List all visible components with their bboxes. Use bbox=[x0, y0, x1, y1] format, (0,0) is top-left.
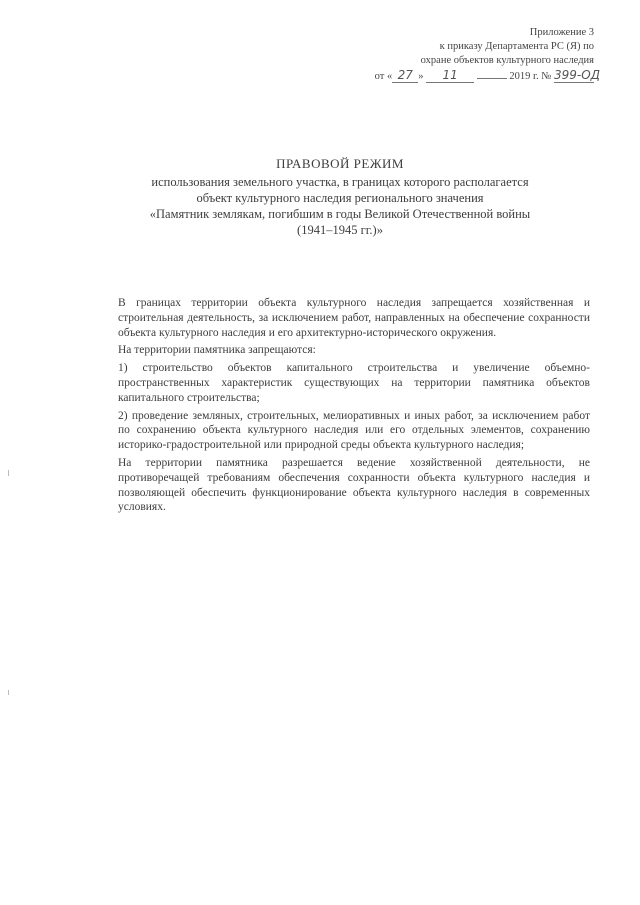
date-prefix: от « bbox=[374, 71, 393, 82]
date-year: 2019 г. № bbox=[509, 71, 552, 82]
appendix-number: Приложение 3 bbox=[529, 27, 594, 38]
date-mid: » bbox=[418, 71, 424, 82]
order-date-line bbox=[334, 68, 601, 84]
paragraph-3: 1) строительство объектов капитального строительства и увеличение объемно-пространственных характеристик существующих на территории памятника объектов капитального строительства; bbox=[118, 362, 590, 404]
appendix-header bbox=[334, 26, 601, 84]
title-line-3: «Памятник землякам, погибшим в годы Великой Отечественной войны bbox=[149, 207, 531, 221]
title-line-2: объект культурного наследия регионального значения bbox=[196, 191, 484, 205]
document-body bbox=[118, 296, 590, 518]
appendix-department: охране объектов культурного наследия bbox=[420, 55, 594, 66]
paragraph-1: В границах территории объекта культурного наследия запрещается хозяйственная и строительная деятельность, за исключением работ, направленных на обеспечение сохранности объекта культурного наследия и его архитектурно-исторического окружения. bbox=[118, 297, 590, 339]
document-title: ПРАВОВОЙ РЕЖИМ bbox=[276, 156, 404, 171]
date-month: 11 bbox=[426, 68, 474, 83]
paragraph-5: На территории памятника разрешается ведение хозяйственной деятельности, не противоречащей требованиям обеспечения сохранности объекта культурного наследия и позволяющей обеспечить функционирование объекта культурного наследия в современных условиях. bbox=[118, 456, 590, 514]
date-blank bbox=[477, 78, 507, 79]
date-day: 27 bbox=[392, 68, 418, 83]
title-line-4: (1941–1945 гг.)» bbox=[297, 223, 383, 237]
paragraph-4: 2) проведение земляных, строительных, мелиоративных и иных работ, за исключением работ по сохранению объекта культурного наследия или его отдельных элементов, сохранению историко-градостроительной или природной среды объекта культурного наследия; bbox=[118, 409, 590, 452]
scan-mark bbox=[8, 690, 9, 695]
scan-mark bbox=[8, 470, 9, 476]
title-block bbox=[100, 156, 580, 238]
appendix-order-ref: к приказу Департамента РС (Я) по bbox=[439, 41, 594, 52]
title-line-1: использования земельного участка, в границах которого располагается bbox=[151, 175, 529, 189]
paragraph-2: На территории памятника запрещаются: bbox=[118, 344, 316, 357]
order-number: 399-ОД bbox=[554, 68, 601, 82]
